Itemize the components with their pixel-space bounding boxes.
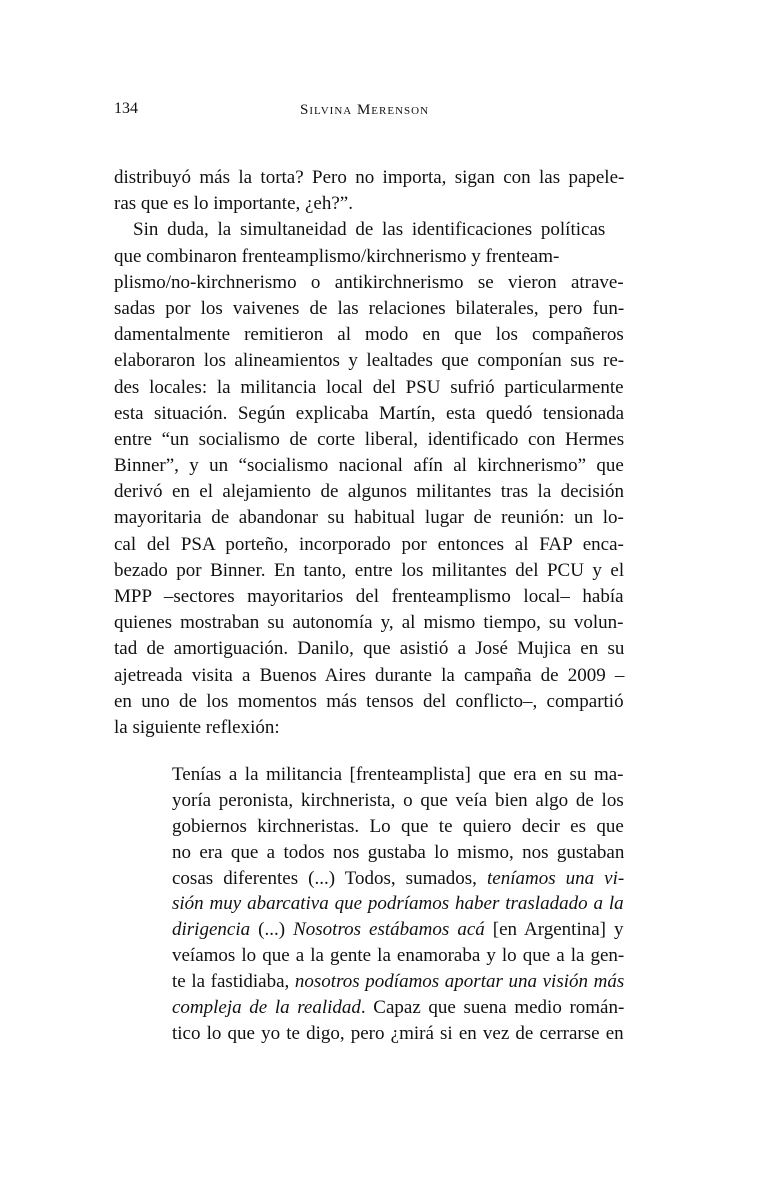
quote-italic-segment: compleja de la realidad bbox=[172, 997, 361, 1019]
quote-segment: yoría peronista, kirchnerista, o que veía bien algo de los bbox=[172, 789, 624, 811]
body-line: distribuyó más la torta? Pero no importa, sigan con las papele- bbox=[114, 167, 625, 188]
body-line: quienes mostraban su autonomía y, al mismo tiempo, su volun- bbox=[114, 612, 624, 634]
quote-segment: gobiernos kirchneristas. Lo que te quiero decir es que bbox=[172, 815, 624, 837]
body-line: MPP –sectores mayoritarios del frenteamplismo local– había bbox=[114, 586, 624, 607]
quote-segment: [en Argentina] y bbox=[484, 919, 624, 941]
quote-line bbox=[172, 943, 624, 969]
body-line: plismo/no-kirchnerismo o antikirchnerismo se vieron atrave- bbox=[114, 271, 624, 293]
quote-segment: veíamos lo que a la gente la enamoraba y lo que a la gen- bbox=[172, 945, 625, 967]
quote-segment: (...) bbox=[250, 919, 294, 941]
quote-line bbox=[172, 762, 624, 788]
quote-italic-segment: sión muy abarcativa que podríamos haber trasladado a la bbox=[172, 893, 624, 915]
quote-line bbox=[172, 969, 624, 995]
body-line: cal del PSA porteño, incorporado por entonces al FAP enca- bbox=[114, 533, 624, 555]
quote-line bbox=[172, 866, 624, 892]
body-line: tad de amortiguación. Danilo, que asistió a José Mujica en su bbox=[114, 638, 625, 660]
quote-segment: no era que a todos nos gustaba lo mismo, nos gustaban bbox=[172, 841, 625, 863]
quote-line bbox=[172, 995, 624, 1021]
body-line: en uno de los momentos más tensos del conflicto–, compartió bbox=[114, 690, 624, 712]
quote-line bbox=[172, 891, 624, 917]
block-quote bbox=[172, 762, 624, 1047]
quote-italic-segment: Nosotros estábamos acá bbox=[293, 919, 485, 941]
body-line: bezado por Binner. En tanto, entre los militantes del PCU y el bbox=[114, 559, 625, 581]
body-line: ajetreada visita a Buenos Aires durante la campaña de 2009 – bbox=[114, 664, 625, 686]
quote-line bbox=[172, 788, 624, 814]
quote-line bbox=[172, 917, 624, 943]
quote-line bbox=[172, 840, 624, 866]
body-line: que combinaron frenteamplismo/kirchnerismo y frenteam- bbox=[114, 245, 560, 267]
body-line: mayoritaria de abandonar su habitual lugar de reunión: un lo- bbox=[114, 507, 624, 529]
body-line: ras que es lo importante, ¿eh?”. bbox=[114, 193, 353, 215]
page-number: 134 bbox=[114, 100, 138, 117]
quote-italic-segment: dirigencia bbox=[172, 919, 251, 941]
quote-italic-segment: teníamos una vi- bbox=[486, 867, 625, 889]
body-line: esta situación. Según explicaba Martín, esta quedó tensionada bbox=[114, 402, 625, 424]
body-line: sadas por los vaivenes de las relaciones bilaterales, pero fun- bbox=[114, 297, 625, 319]
quote-line bbox=[172, 1021, 624, 1047]
body-line: des locales: la militancia local del PSU sufrió particularmente bbox=[114, 376, 624, 398]
quote-segment: cosas diferentes (...) Todos, sumados, bbox=[172, 867, 487, 889]
body-line: damentalmente remitieron al modo en que los compañeros bbox=[114, 324, 624, 346]
body-line: elaboraron los alineamientos y lealtades que componían sus re- bbox=[114, 350, 625, 372]
body-line: entre “un socialismo de corte liberal, identificado con Hermes bbox=[114, 428, 625, 450]
body-line: Sin duda, la simultaneidad de las identificaciones políticas bbox=[133, 219, 606, 241]
running-head: Silvina Merenson bbox=[300, 102, 430, 118]
body-line: derivó en el alejamiento de algunos militantes tras la decisión bbox=[114, 481, 624, 503]
body-text bbox=[114, 165, 624, 741]
quote-italic-segment: nosotros podíamos aportar una visión más bbox=[294, 971, 625, 993]
quote-line bbox=[172, 814, 624, 840]
quote-segment: tico lo que yo te digo, pero ¿mirá si en vez de cerrarse en bbox=[172, 1022, 624, 1044]
body-line: la siguiente reflexión: bbox=[114, 716, 280, 738]
quote-segment: . Capaz que suena medio román- bbox=[360, 997, 625, 1019]
quote-segment: Tenías a la militancia [frenteamplista] que era en su ma- bbox=[172, 764, 624, 785]
quote-segment: te la fastidiaba, bbox=[172, 971, 295, 993]
body-line: Binner”, y un “socialismo nacional afín al kirchnerismo” que bbox=[114, 455, 624, 477]
